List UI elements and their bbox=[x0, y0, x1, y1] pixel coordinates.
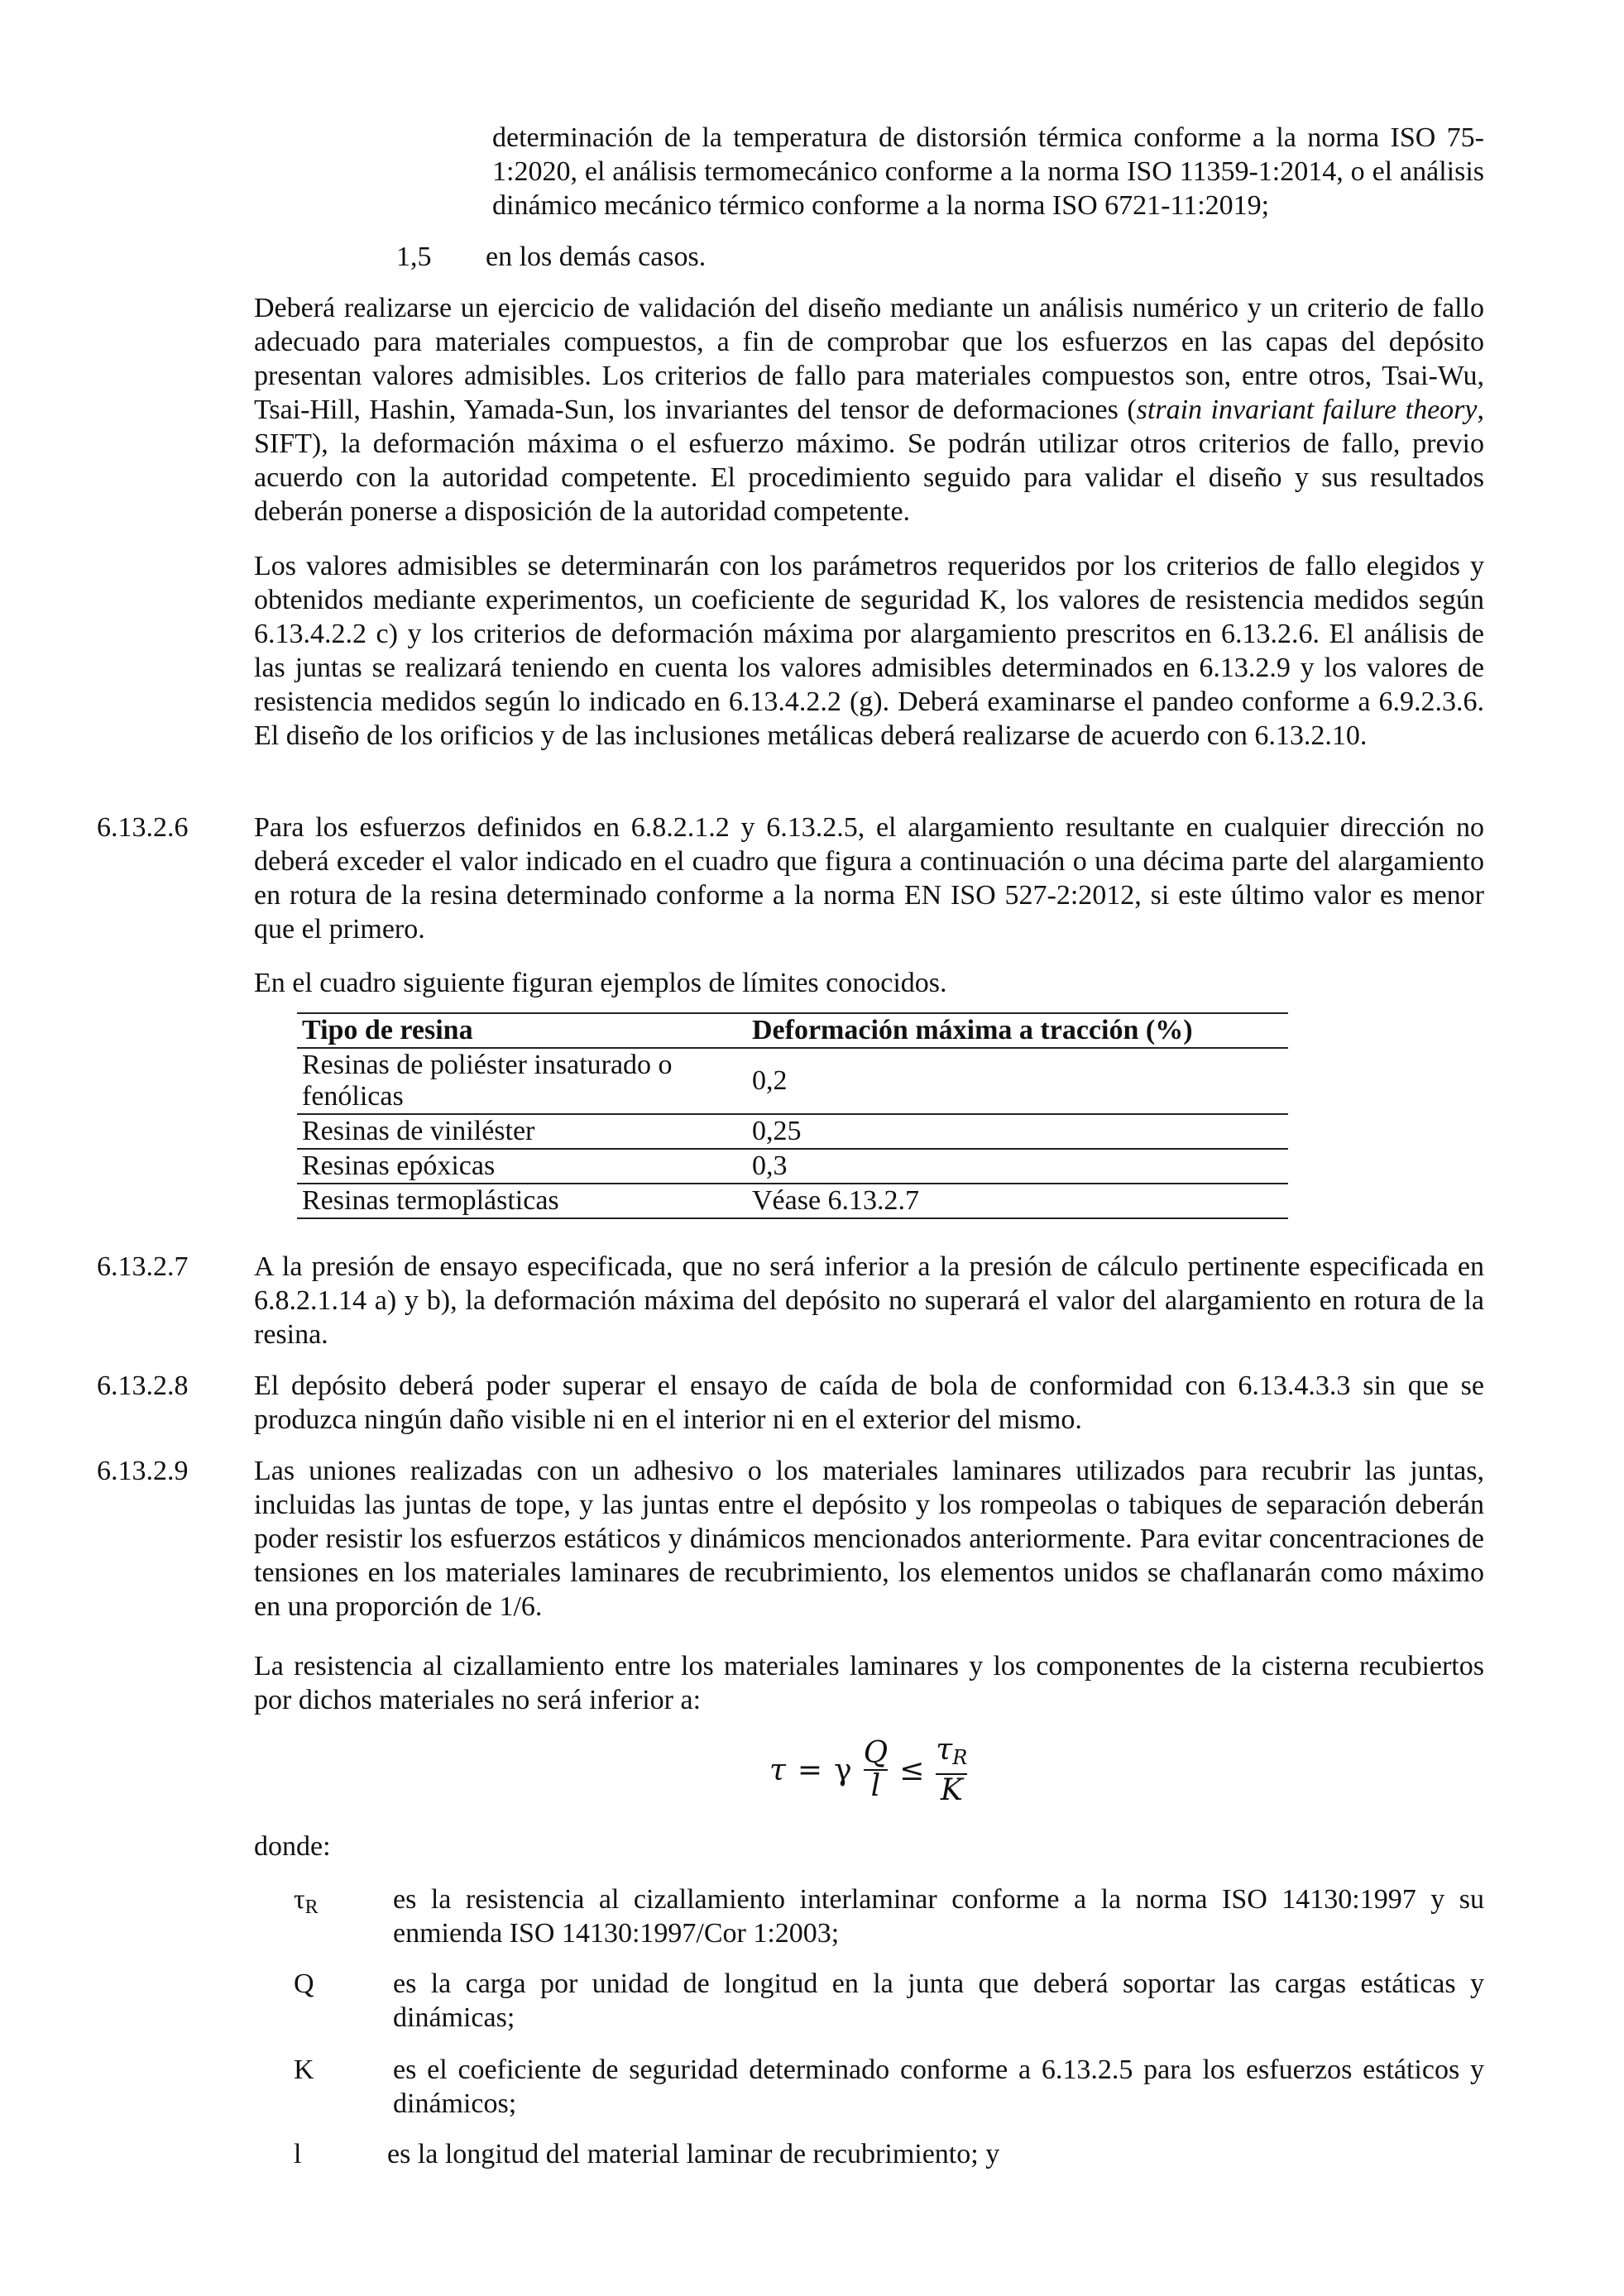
shear-formula bbox=[769, 1729, 967, 1811]
table-cell-strain: 0,3 bbox=[747, 1149, 1288, 1184]
formula-leq: ≤ bbox=[899, 1753, 925, 1787]
table-cell-resin: Resinas de poliéster insaturado o fenólicas bbox=[297, 1048, 747, 1114]
table-cell-resin: Resinas de viniléster bbox=[297, 1114, 747, 1149]
formula-fraction-q-l bbox=[864, 1738, 889, 1802]
table-row bbox=[297, 1048, 1288, 1114]
admissible-paragraph: Los valores admisibles se determinarán con los parámetros requeridos por los criterios de fallo elegidos y obtenidos mediante experimentos, un coeficiente de seguridad K, los valores de resistencia medidos según 6.13.4.2.2 c) y los criterios de deformación máxima por alargamiento prescritos en 6.13.2.6. El análisis de las juntas se realizará teniendo en cuenta los valores admisibles determinados en 6.13.2.9 y los valores de resistencia medidos según lo indicado en 6.13.4.2.2 (g). Deberá examinarse el pandeo conforme a 6.9.2.3.6. El diseño de los orificios y de las inclusiones metálicas deberá realizarse de acuerdo con 6.13.2.10. bbox=[254, 551, 1484, 751]
definition-symbol-l: l bbox=[294, 2139, 302, 2169]
table-cell-strain: 0,25 bbox=[747, 1114, 1288, 1149]
table-cell-strain: 0,2 bbox=[747, 1048, 1288, 1114]
formula-equals: = bbox=[797, 1753, 823, 1787]
validation-italic: strain invariant failure theory bbox=[1136, 395, 1478, 425]
resin-table bbox=[297, 1012, 1288, 1219]
clause-number: 6.13.2.8 bbox=[97, 1370, 189, 1401]
table-cell-strain: Véase 6.13.2.7 bbox=[747, 1184, 1288, 1218]
formula-numerator-tau-r: $\tau_R$ bbox=[936, 1732, 968, 1769]
clause-number: 6.13.2.6 bbox=[97, 812, 189, 843]
table-row bbox=[297, 1149, 1288, 1184]
table-cell-resin: Resinas epóxicas bbox=[297, 1149, 747, 1184]
formula-numerator-q: Q bbox=[863, 1736, 889, 1770]
where-label: donde: bbox=[254, 1831, 331, 1862]
formula-gamma: γ bbox=[834, 1753, 852, 1787]
clause-text: Las uniones realizadas con un adhesivo o los materiales laminares utilizados para recubrir las juntas, incluidas las juntas de tope, y las juntas entre el depósito y los rompeolas o tabiques de separación deberán poder resistir los esfuerzos estáticos y dinámicos mencionados anteriormente. Para evitar concentraciones de tensiones en los materiales laminares de recubrimiento, los elementos unidos se chaflanarán como máximo en una proporción de 1/6. bbox=[254, 1456, 1484, 1622]
definition-text: es la resistencia al cizallamiento interlaminar conforme a la norma ISO 14130:1997 y su enmienda ISO 14130:1997/Cor 1:2003; bbox=[393, 1884, 1484, 1949]
column-header-resin-type: Tipo de resina bbox=[297, 1013, 747, 1048]
clause-text: A la presión de ensayo especificada, que no será inferior a la presión de cálculo pertinente especificada en 6.8.2.1.14 a) y b), la deformación máxima del depósito no superará el valor del alargamiento en rotura de la resina. bbox=[254, 1251, 1484, 1350]
clause-number: 6.13.2.7 bbox=[97, 1251, 189, 1282]
table-intro: En el cuadro siguiente figuran ejemplos de límites conocidos. bbox=[254, 968, 947, 998]
definition-symbol-tau-r: $\tau_R$ bbox=[294, 1884, 319, 1918]
table-row bbox=[297, 1114, 1288, 1149]
formula-tau: τ bbox=[769, 1753, 786, 1787]
factor-value: 1,5 bbox=[396, 242, 432, 272]
formula-denominator-l: l bbox=[870, 1769, 881, 1803]
column-header-max-strain: Deformación máxima a tracción (%) bbox=[747, 1013, 1288, 1048]
clause-text: Para los esfuerzos definidos en 6.8.2.1.2 y 6.13.2.5, el alargamiento resultante en cualquier dirección no deberá exceder el valor indicado en el cuadro que figura a continuación o una décima parte del alargamiento en rotura de la resina determinado conforme a la norma EN ISO 527-2:2012, si este último valor es menor que el primero. bbox=[254, 812, 1484, 945]
formula-fraction-tau-k bbox=[936, 1734, 967, 1806]
clause-text: El depósito deberá poder superar el ensayo de caída de bola de conformidad con 6.13.4.3.3 sin que se produzca ningún daño visible ni en el interior ni en el exterior del mismo. bbox=[254, 1370, 1484, 1435]
table-row bbox=[297, 1184, 1288, 1218]
continuation-text: determinación de la temperatura de distorsión térmica conforme a la norma ISO 75-1:2020, el análisis termomecánico conforme a la norma ISO 11359-1:2014, o el análisis dinámico mecánico térmico conforme a la norma ISO 6721-11:2019; bbox=[492, 122, 1484, 221]
table-header-row bbox=[297, 1013, 1288, 1048]
shear-intro: La resistencia al cizallamiento entre los materiales laminares y los componentes de la cisterna recubiertos por dichos materiales no será inferior a: bbox=[254, 1651, 1484, 1715]
definition-symbol-k: K bbox=[294, 2054, 314, 2085]
definition-text: es la longitud del material laminar de recubrimiento; y bbox=[387, 2139, 1000, 2169]
formula-denominator-k: K bbox=[940, 1772, 963, 1807]
definition-symbol-q: Q bbox=[294, 1968, 314, 1999]
validation-paragraph bbox=[254, 291, 1484, 529]
definition-text: es el coeficiente de seguridad determinado conforme a 6.13.2.5 para los esfuerzos estáticos y dinámicos; bbox=[393, 2054, 1484, 2119]
factor-text: en los demás casos. bbox=[486, 242, 707, 272]
validation-text-a: Deberá realizarse un ejercicio de validación del diseño mediante un análisis numérico y un criterio de fallo adecuado para materiales compuestos, a fin de comprobar que los esfuerzos en las capas del depósito presentan valores admisibles. Los criterios de fallo para materiales compuestos son, entre otros, Tsai-Wu, Tsai-Hill, Hashin, Yamada-Sun, los invariantes del tensor de deformaciones ( bbox=[254, 293, 1484, 425]
table-cell-resin: Resinas termoplásticas bbox=[297, 1184, 747, 1218]
clause-number: 6.13.2.9 bbox=[97, 1456, 189, 1486]
definition-text: es la carga por unidad de longitud en la junta que deberá soportar las cargas estáticas y dinámicas; bbox=[393, 1968, 1484, 2033]
validation-text-b: , SIFT), la deformación máxima o el esfuerzo máximo. Se podrán utilizar otros criterios de fallo, previo acuerdo con la autoridad competente. El procedimiento seguido para validar el diseño y sus resultados deberán ponerse a disposición de la autoridad competente. bbox=[254, 395, 1484, 527]
